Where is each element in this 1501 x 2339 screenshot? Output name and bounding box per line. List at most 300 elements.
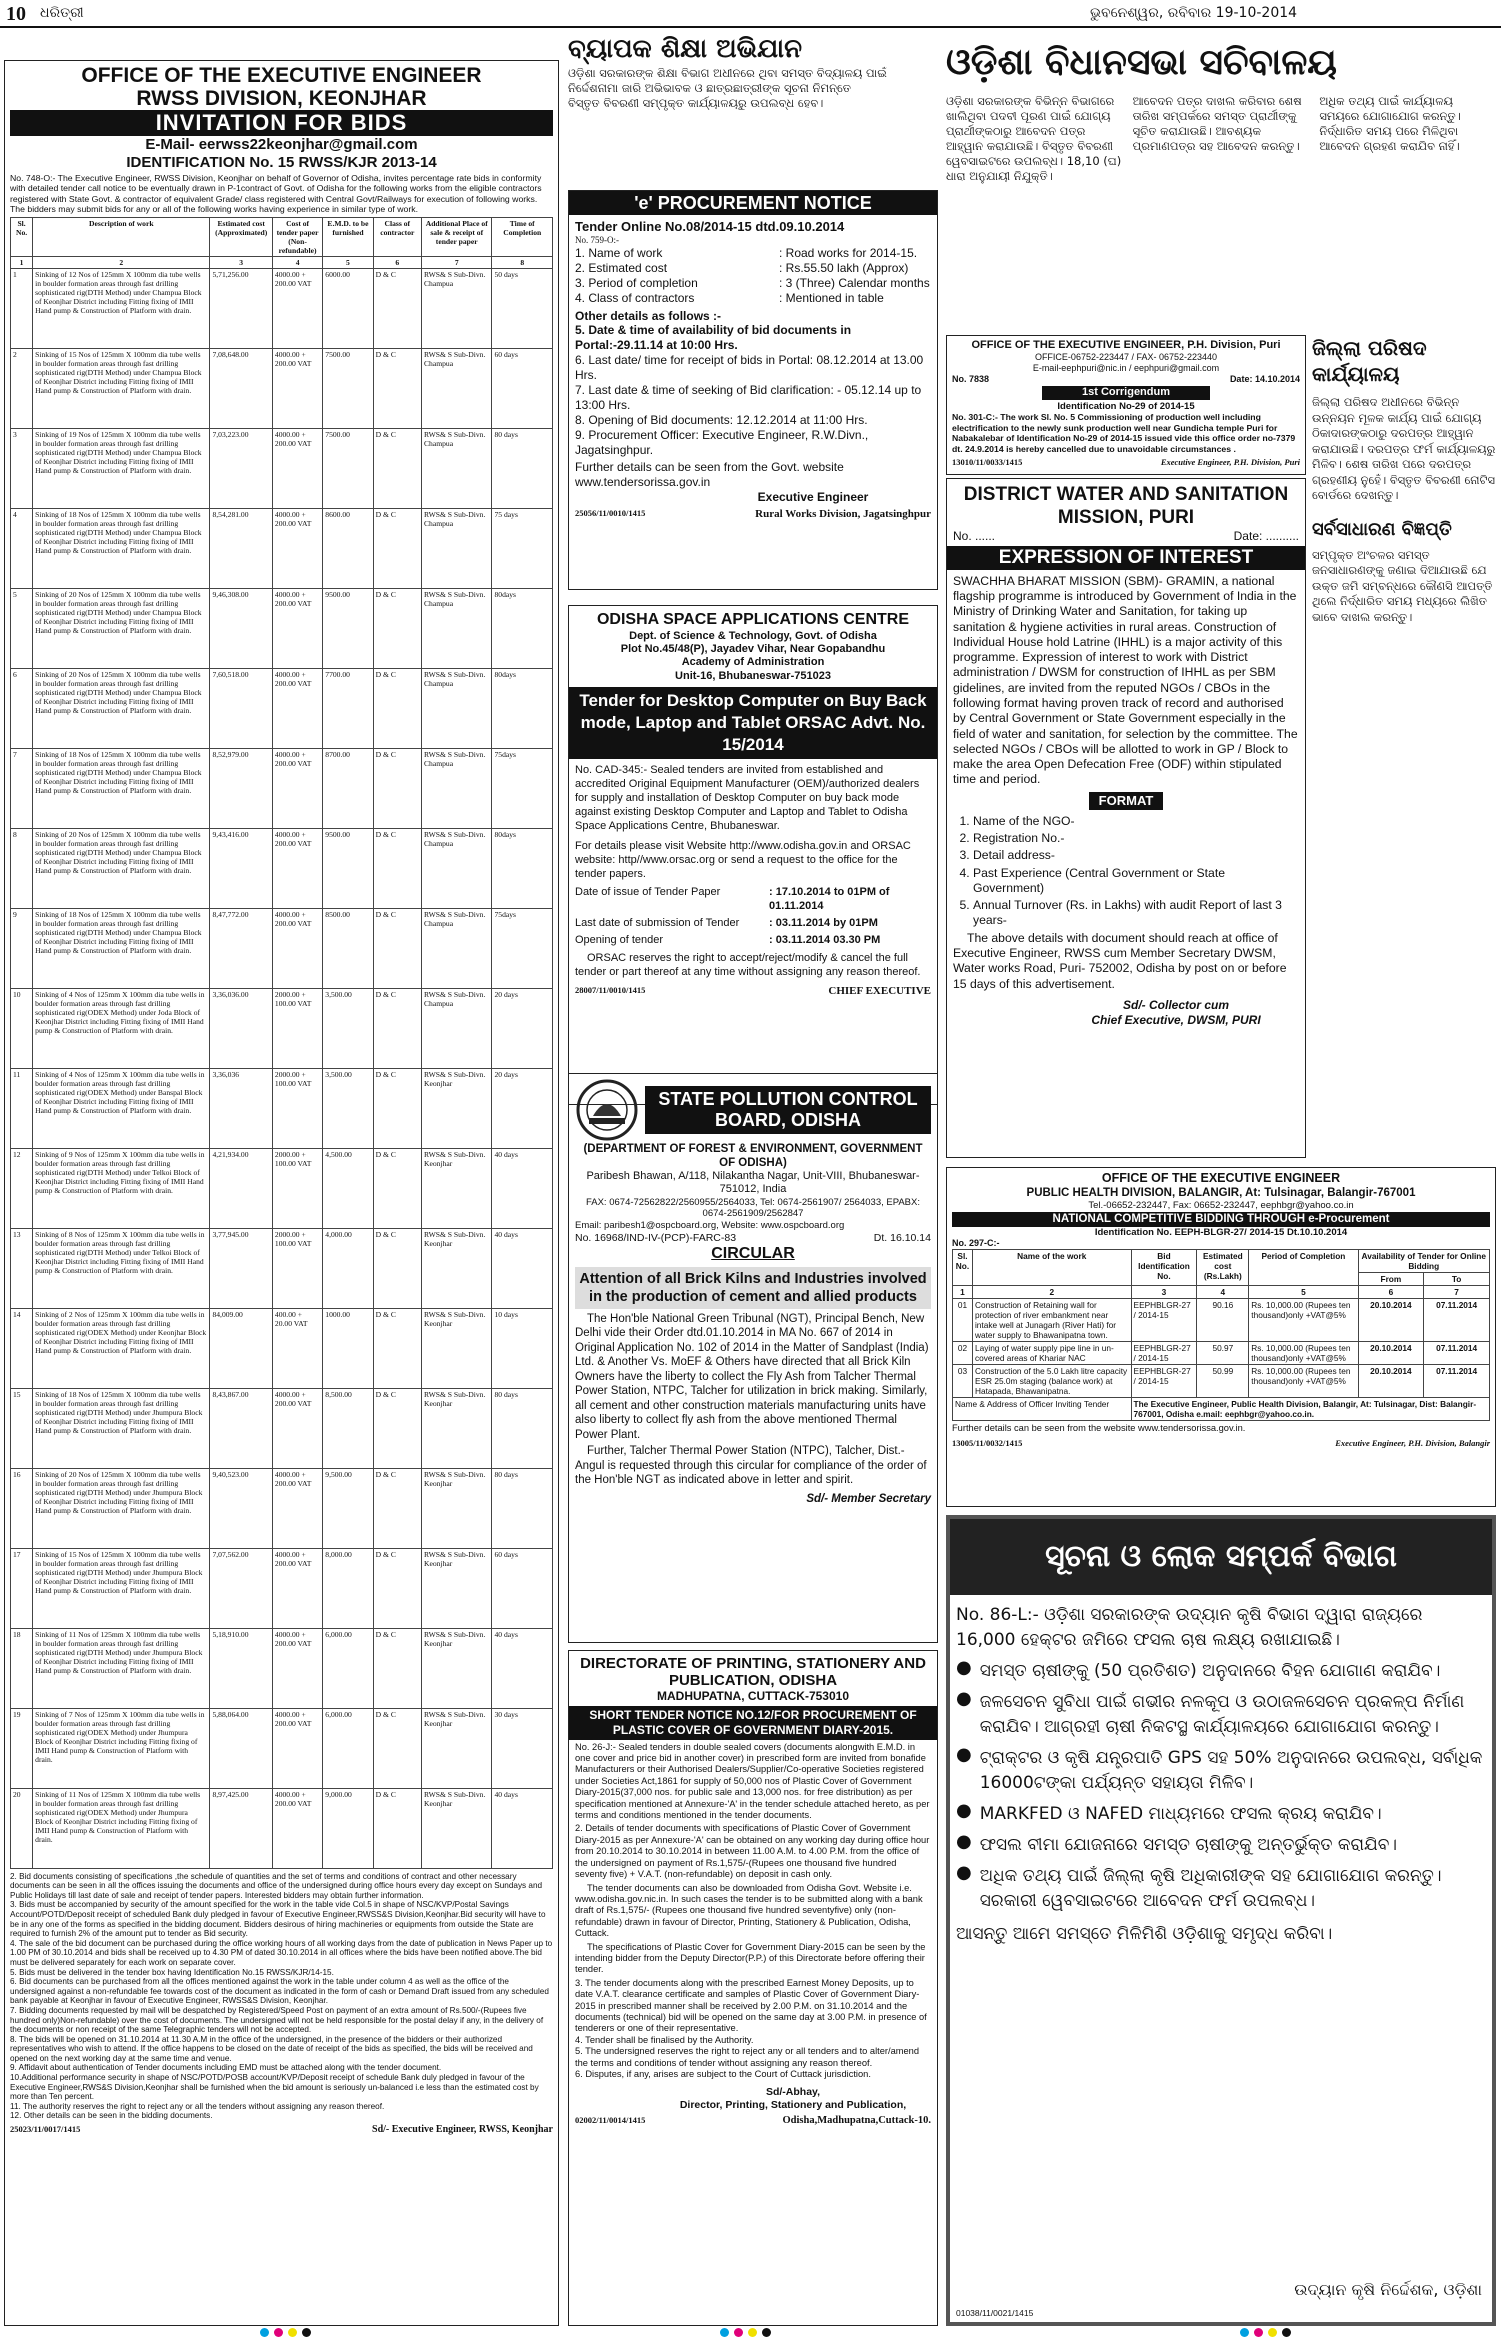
rwss-table-col-numbers [11,256,553,268]
odia-bottom-bullets [956,1659,1486,1914]
rwss-col-number: 8 [492,256,553,268]
rwss-cell-sl: 4 [11,508,33,588]
odia-head-col-3: ଅଧିକ ତଥ୍ୟ ପାଇଁ କାର୍ଯ୍ୟାଳୟ ସମୟରେ ଯୋଗାଯୋଗ କରନ୍ତୁ। ନିର୍ଦ୍ଧାରିତ ସମୟ ପରେ ମିଳିଥିବା ଆବେଦନ ଗ୍ରହଣ କରାଯିବ ନାହିଁ। [1319,94,1461,153]
rwss-cell-desc: Sinking of 18 Nos of 125mm X 100mm dia tube wells in boulder formation areas through fast drilling sophisticated rig(DTH Method) under Champua Block of Keonjhar District including Fitting fixing of IMII Hand pump & Construction of Platform with drain. [33,908,210,988]
dwsm-title: DISTRICT WATER AND SANITATION MISSION, PURI [963,484,1289,528]
registration-dot-icon [1268,2328,1277,2337]
rwss-cell-cost: 7,08,648.00 [210,348,272,428]
rwss-cell-desc: Sinking of 2 Nos of 125mm X 100mm dia tube wells in boulder formation areas through fast drilling sophisticated rig(ODEX Method) under Keonjhar Block of Keonjhar District including Fitting fixing of IMII Hand pump & Construction of Platform with drain. [33,1308,210,1388]
table-row [11,1388,553,1468]
odia-top-line: ଓଡ଼ିଶା ସରକାରଙ୍କ ଶିକ୍ଷା ବିଭାଗ ଅଧୀନରେ ଥିବା ସମସ୍ତ ବିଦ୍ୟାଳୟ ପାଇଁ [568,66,887,80]
rwss-col-number: 7 [421,256,492,268]
bullet-text: ଅଧିକ ତଥ୍ୟ ପାଇଁ ଜିଲ୍ଲା କୃଷି ଅଧିକାରୀଙ୍କ ସହ ଯୋଗାଯୋଗ କରନ୍ତୁ। ସରକାରୀ ୱେବସାଇଟରେ ଆବେଦନ ଫର୍ମ ଉପଲବ୍ଧ। [979,1866,1442,1911]
eproc-items [575,246,931,306]
odia-top-ad [568,32,938,182]
rwss-col-number: 1 [11,256,33,268]
rwss-cell-emd: 6000.00 [323,268,373,348]
spcb-no: No. 16968/IND-IV-(PCP)-FARC-83 [575,1231,737,1244]
bal-no: No. 297-C:- [952,1238,1000,1249]
dpsp-p6: 4. Tender shall be finalised by the Authority. [575,2034,754,2045]
rwss-cell-time: 40 days [492,1228,553,1308]
spcb-numline [575,1232,931,1245]
bal-officer-value: The Executive Engineer, Public Health Division, Balangir, At: Tulsinagar, Dist: Balangir-767001, Odisha e.mail: eephbgr@yahoo.co.in. [1131,1398,1489,1421]
rwss-cell-desc: Sinking of 18 Nos of 125mm X 100mm dia tube wells in boulder formation areas through fast drilling sophisticated rig(DTH Method) under Champua Block of Keonjhar District including Fitting fixing of IMII Hand pump & Construction of Platform with drain. [33,748,210,828]
puri-phone: OFFICE-06752-223447 / FAX- 06752-223440 [1034,352,1218,363]
bullet-icon: ● [956,1831,972,1852]
rwss-cell-time: 60 days [492,348,553,428]
rwss-cell-place: RWS& S Sub-Divn. Champua [421,348,492,428]
rwss-cell-time: 80 days [492,1388,553,1468]
rwss-cell-place: RWS& S Sub-Divn. Champua [421,268,492,348]
odia-mid-body2: ସମ୍ପୃକ୍ତ ଅଂଚଳର ସମସ୍ତ ଜନସାଧାରଣଙ୍କୁ ଜଣାଇ ଦିଆଯାଉଛି ଯେ ଉକ୍ତ ଜମି ସମ୍ବନ୍ଧରେ କୌଣସି ଆପତ୍ତି ଥିଲେ ନିର୍ଦ୍ଧାରିତ ସମୟ ମଧ୍ୟରେ ଲିଖିତ ଭାବେ ଦାଖଲ କରନ୍ତୁ। [1312,547,1493,624]
spcb-p2: Further, Talcher Thermal Power Station (NTPC), Talcher, Dist.- Angul is requested through this circular for compliance of the order of the Hon'ble NGT as indicated above in letter and spirit. [575,1445,927,1487]
eproc-item-value: : Rs.55.50 lakh (Approx) [779,260,909,275]
eproc-item [575,261,931,276]
bal-h-period: Period of Completion [1249,1250,1358,1286]
rwss-cell-paper: 4000.00 + 200.00 VAT [272,268,322,348]
orsac-l2: Plot No.45/48(P), Jayadev Vihar, Near Gopabandhu [620,642,886,655]
puri-date: Date: 14.10.2014 [1229,374,1300,385]
dpsp-addr: MADHUPATNA, CUTTACK-753010 [656,1689,850,1703]
odia-head-cols [946,94,1496,184]
orsac-footer [575,985,931,998]
rwss-cell-place: RWS& S Sub-Divn. Keonjhar [421,1228,492,1308]
dpsp-p8: 6. Disputes, if any, arises are subject to the Court of Cuttack jurisdiction. [575,2069,871,2079]
rwss-cell-time: 80 days [492,1468,553,1548]
rwss-email: E-Mail- eerwss22keonjhar@gmail.com [145,136,418,153]
table-row [11,1468,553,1548]
odia-head-ad [946,32,1496,327]
rwss-cell-paper: 4000.00 + 200.00 VAT [272,828,322,908]
bal-table-header [953,1250,1490,1273]
rwss-cell-time: 80days [492,588,553,668]
rwss-cell-emd: 8,000.00 [323,1548,373,1628]
orsac-sign: CHIEF EXECUTIVE [828,985,931,998]
table-row [953,1299,1490,1342]
table-row [11,1628,553,1708]
dwsm-date: Date: .......... [1233,529,1299,543]
rwss-cell-time: 40 days [492,1628,553,1708]
registration-dot-icon [734,2328,743,2337]
rwss-cell-sl: 18 [11,1628,33,1708]
puri-numline [952,374,1300,385]
eproc-other-head: Other details as follows :- [575,308,722,323]
dwsm-eoi [946,478,1306,1158]
table-row [11,828,553,908]
table-row [11,988,553,1068]
rwss-note: 11. The authority reserves the right to reject any or all the tenders without assigning any reason thereof. [10,2101,385,2111]
rwss-cell-sl: 14 [11,1308,33,1388]
rwss-cell-emd: 8,500.00 [323,1388,373,1468]
registration-dot-icon [1282,2328,1291,2337]
rwss-cell-cost: 9,43,416.00 [210,828,272,908]
bal-sign: Executive Engineer, P.H. Division, Balangir [1335,1437,1490,1448]
rwss-cell-cost: 7,03,223.00 [210,428,272,508]
table-row [11,508,553,588]
rwss-cell-paper: 4000.00 + 200.00 VAT [272,1548,322,1628]
rwss-cell-cls: D & C [373,1388,421,1468]
bal-col-number: 1 [953,1286,973,1299]
orsac-l4: Unit-16, Bhubaneswar-751023 [675,669,831,682]
odia-bottom-intro: No. 86-L:- ଓଡ଼ିଶା ସରକାରଙ୍କ ଉଦ୍ୟାନ କୃଷି ବିଭାଗ ଦ୍ୱାରା ରାଜ୍ୟରେ 16,000 ହେକ୍ଟର ଜମିରେ ଫସଲ ଚାଷ ଲକ୍ଷ୍ୟ ରଖାଯାଇଛି। [956,1605,1423,1650]
rwss-cell-emd: 1000.00 [323,1308,373,1388]
bal-footer [952,1438,1490,1448]
bal-h-from: From [1358,1273,1424,1286]
rwss-cell-sl: 7 [11,748,33,828]
rwss-cell-emd: 9500.00 [323,828,373,908]
rwss-note: 6. Bid documents can be purchased from all the offices mentioned against the work in the table under column 4 as well as the office of the undersigned against a non-refundable fee towards cost of the document as indicated in the form of cash or Demand Draft issued from any scheduled bank payable at Keonjhar in favour of Executive Engineer, RWSS&S Division, Keonjhar. [10,1977,549,2006]
rwss-cell-place: RWS& S Sub-Divn. Keonjhar [421,1148,492,1228]
eproc-item-key: 2. Estimated cost [575,260,668,275]
eproc-detail: 8. Opening of Bid documents: 12.12.2014 at 11:00 Hrs. [575,413,868,428]
dwsm-item: 1. Name of the NGO- [973,814,1299,829]
rwss-cell-emd: 3,500.00 [323,1068,373,1148]
bal-cell-bid: EEPHBLGR-27 / 2014-15 [1131,1342,1197,1365]
rwss-cell-cls: D & C [373,1548,421,1628]
rwss-cell-place: RWS& S Sub-Divn. Keonjhar [421,1068,492,1148]
rwss-cell-sl: 15 [11,1388,33,1468]
rwss-cell-cls: D & C [373,748,421,828]
bal-further: Further details can be seen from the website www.tendersorissa.gov.in. [952,1423,1246,1434]
rwss-cell-time: 20 days [492,1068,553,1148]
rwss-note: 3. Bids must be accompanied by security of the amount specified for the work in the table vide Col.5 in shape of NSC/KVP/Postal Savings Account/POTD/Deposit receipt of scheduled Bank duly pledged in favour of Executive Engineer,RWSS&S Division,Keonjhar.Bid security will have to be in any one of the forms as specified in the bidding document. Bidders desirous of hiring machineries or equipments from outside the State are required to furnish 2% of the amount put to tender as Bid security. [10,1900,546,1939]
bal-h-bid: Bid Identification No. [1131,1250,1197,1286]
table-row [11,348,553,428]
bal-cell-period: Rs. 10,000.00 (Rupees ten thousand)only +VAT@5% [1249,1342,1358,1365]
rwss-cell-emd: 4,000.00 [323,1228,373,1308]
rwss-cell-place: RWS& S Sub-Divn. Champua [421,668,492,748]
puri-office: OFFICE OF THE EXECUTIVE ENGINEER, P.H. Division, Puri [971,339,1281,351]
bal-cell-to: 07.11.2014 [1424,1365,1490,1398]
bal-cell-cost: 90.16 [1197,1299,1249,1342]
rwss-cell-paper: 4000.00 + 200.00 VAT [272,1468,322,1548]
rwss-cell-cost: 8,54,281.00 [210,508,272,588]
puri-footer [952,457,1300,467]
rwss-cell-paper: 4000.00 + 200.00 VAT [272,1708,322,1788]
rwss-note: 9. Affidavit about authentication of Tender documents including EMD must be attached along with the tender document. [10,2063,442,2073]
rwss-cell-paper: 4000.00 + 200.00 VAT [272,508,322,588]
odia-head-title: ଓଡ଼ିଶା ବିଧାନସଭା ସଚିବାଳୟ [946,42,1338,83]
registration-dot-icon [1240,2328,1249,2337]
odia-mid-body: ଜିଲ୍ଲା ପରିଷଦ ଅଧୀନରେ ବିଭିନ୍ନ ଉନ୍ନୟନ ମୂଳକ କାର୍ଯ୍ୟ ପାଇଁ ଯୋଗ୍ୟ ଠିକାଦାରଙ୍କଠାରୁ ଦରପତ୍ର ଆହ୍ୱାନ କରାଯାଉଛି। ଦରପତ୍ର ଫର୍ମ କାର୍ଯ୍ୟାଳୟରୁ ମିଳିବ। ଶେଷ ତାରିଖ ପରେ ଦରପତ୍ର ଗ୍ରହଣୀୟ ନୁହେଁ। ବିସ୍ତୃତ ବିବରଣୀ ନୋଟିସ ବୋର୍ଡରେ ଦେଖନ୍ତୁ। [1312,395,1496,502]
rwss-cell-time: 60 days [492,1548,553,1628]
table-row [11,1308,553,1388]
eproc-item-key: 3. Period of completion [575,275,698,290]
list-item [956,1833,1486,1858]
bal-col-number: 4 [1197,1286,1249,1299]
eproc-detail: 9. Procurement Officer: Executive Engineer, R.W.Divn., Jagatsinghpur. [575,428,869,458]
bal-col-number: 3 [1131,1286,1197,1299]
rwss-col-number: 5 [323,256,373,268]
rwss-cell-emd: 6,000.00 [323,1628,373,1708]
orsac-date-key: Opening of tender [575,934,664,947]
rwss-cell-desc: Sinking of 11 Nos of 125mm X 100mm dia tube wells in boulder formation areas through fast drilling sophisticated rig(DTH Method) under Jhumpura Block of Keonjhar District including Fitting fixing of IMII Hand pump & Construction of Platform with drain. [33,1628,210,1708]
rwss-cell-emd: 7700.00 [323,668,373,748]
dwsm-format: FORMAT [1089,792,1164,810]
table-row [11,588,553,668]
registration-dot-icon [288,2328,297,2337]
spcb-p1: The Hon'ble National Green Tribunal (NGT), Principal Bench, New Delhi vide their Order dtd.01.10.2014 in MA No. 667 of 2014 in Original Application No. 102 of 2014 in the Matter of Sandplast (India) Ltd. & Another Vs. MoEF & Others have directed that all Brick Kiln Owners have the liberty to collect the Fly Ash from Talcher Thermal Power Station, NTPC, Talcher for utilization in brick making. Similarly, all cement and other construction materials manufacturing units have also liberty to collect fly ash from the above mentioned Thermal Power Plant. [575,1312,929,1441]
table-row [11,748,553,828]
puri-ref: 13010/11/0033/1415 [952,457,1023,468]
spcb-addr: Paribesh Bhawan, A/118, Nilakantha Nagar, Unit-VIII, Bhubaneswar- 751012, India [586,1170,920,1196]
rwss-cell-time: 30 days [492,1708,553,1788]
registration-dot-icon [1254,2328,1263,2337]
bal-h-avail: Availability of Tender for Online Bidding [1358,1250,1489,1273]
odia-bottom-banner-box [950,1519,1492,1595]
rwss-cell-sl: 20 [11,1788,33,1868]
odia-top-title: ବ୍ୟାପକ ଶିକ୍ଷା ଅଭିଯାନ [568,34,802,64]
eproc-further: Further details can be seen from the Govt. website www.tendersorissa.gov.in [575,460,844,490]
rwss-note: 12. Other details can be seen in the bidding documents. [10,2111,213,2121]
rwss-cell-emd: 9,000.00 [323,1788,373,1868]
puri-ident: Identification No-29 of 2014-15 [1057,400,1195,412]
puri-corrigendum [946,335,1306,475]
rwss-cell-cls: D & C [373,588,421,668]
rwss-cell-place: RWS& S Sub-Divn. Champua [421,508,492,588]
eproc-title: 'e' PROCUREMENT NOTICE [569,191,937,215]
eproc-item-key: 1. Name of work [575,245,663,260]
rwss-cell-desc: Sinking of 9 Nos of 125mm X 100mm dia tube wells in boulder formation areas through fast drilling sophisticated rig(DTH Method) under Telkoi Block of Keonjhar District including Fitting fixing of IMII Hand pump & Construction of Platform with drain. [33,1148,210,1228]
orsac-l3: Academy of Administration [681,656,825,669]
rwss-cell-paper: 4000.00 + 200.00 VAT [272,748,322,828]
bal-h-to: To [1424,1273,1490,1286]
rwss-cell-paper: 4000.00 + 200.00 VAT [272,908,322,988]
rwss-cell-desc: Sinking of 18 Nos of 125mm X 100mm dia tube wells in boulder formation areas through fast drilling sophisticated rig(DTH Method) under Jhumpura Block of Keonjhar District including Fitting fixing of IMII Hand pump & Construction of Platform with drain. [33,1388,210,1468]
rwss-cell-cost: 84,009.00 [210,1308,272,1388]
table-row [11,1148,553,1228]
eproc-details [575,323,931,458]
rwss-cell-time: 20 days [492,988,553,1068]
dwsm-body: SWACHHA BHARAT MISSION (SBM)- GRAMIN, a national flagship programme is introduced by Government of India in the Ministry of Drinking Water and Sanitation, for taking up sanitation & hygiene activities in rural areas. Construction of Individual House hold Latrine (IHHL) is a major activity of this programme. Expression of interest to work with District administration / DWSM for construction of IHHL as per SBM gidelines, are invited from the reputed NGOs / CBOs in the following format having proven track of record and authorised by Central Government or State Government especially in the field of water and sanitation, for selection by the committee. The selected NGOs / CBOs will be allotted to work in GP / Block to make the area Open Defecation Free (ODF) within stipulated time and period. [953,573,1298,787]
rwss-note: 2. Bid documents consisting of specifications ,the schedule of quantities and the set of terms and conditions of contract and other necessary documents can be seen in all the offices issuing the documents and office of the undersigned during office hours every day except on Sundays and Public Holidays till last date of sale and receipt of tender papers. Interested bidders may obtain further information. [10,1871,543,1900]
rwss-col-header: E.M.D. to be furnished [323,217,373,256]
rwss-cell-cost: 8,47,772.00 [210,908,272,988]
rwss-cell-cost: 3,77,945.00 [210,1228,272,1308]
rwss-col-header: Sl. No. [11,217,33,256]
spcb-head [575,1078,931,1142]
rwss-cell-place: RWS& S Sub-Divn. Keonjhar [421,1788,492,1868]
bullet-icon: ● [956,1800,972,1821]
eproc-ref: 25056/11/0010/1415 [575,508,646,519]
rwss-cell-place: RWS& S Sub-Divn. Champua [421,828,492,908]
rwss-cell-paper: 4000.00 + 200.00 VAT [272,348,322,428]
rwss-cell-cost: 5,88,064.00 [210,1708,272,1788]
rwss-cell-cost: 5,71,256.00 [210,268,272,348]
dwsm-sign1: Sd/- Collector cum [1122,997,1229,1012]
odia-mid-title: ଜିଲ୍ଲା ପରିଷଦ କାର୍ଯ୍ୟାଳୟ [1312,336,1427,386]
table-row [953,1365,1490,1398]
eproc-item [575,246,931,261]
page-header [0,0,1501,28]
bal-banner: NATIONAL COMPETITIVE BIDDING THROUGH e-Procurement [952,1212,1490,1227]
bal-cell-to: 07.11.2014 [1424,1299,1490,1342]
rwss-cell-sl: 12 [11,1148,33,1228]
bullet-icon: ● [956,1744,972,1765]
rwss-cell-cost: 8,43,867.00 [210,1388,272,1468]
dpsp-footer [575,2115,931,2128]
eproc-footer [575,508,931,521]
table-row [11,1548,553,1628]
rwss-cell-emd: 4,500.00 [323,1148,373,1228]
rwss-cell-sl: 3 [11,428,33,508]
rwss-cell-cls: D & C [373,1468,421,1548]
bullet-icon: ● [956,1862,972,1883]
rwss-works-table [10,217,553,1869]
page-number: 10 [6,3,26,25]
rwss-cell-desc: Sinking of 20 Nos of 125mm X 100mm dia tube wells in boulder formation areas through fast drilling sophisticated rig(DTH Method) under Champua Block of Keonjhar District including Fitting fixing of IMII Hand pump & Construction of Platform with drain. [33,828,210,908]
odia-mid-ad [1312,335,1496,1175]
dpsp-p2: 2. Details of tender documents with specifications of Plastic Cover of Government Diary-2015 as per Annexure-'A' can be obtained on any working day during office hour from 20.10.2014 to 30.10.2014 in between 11.00 A.M. to 4.00 P.M. from the office of the undersigned on payment of Rs.1,575/-(Rupees one thousand five hundred seventy five) + V.A.T. (non-refundable) on deposit in cash only. [575,1823,930,1880]
rwss-cell-place: RWS& S Sub-Divn. Keonjhar [421,1548,492,1628]
rwss-cell-desc: Sinking of 20 Nos of 125mm X 100mm dia tube wells in boulder formation areas through fast drilling sophisticated rig(DTH Method) under Champua Block of Keonjhar District including Fitting fixing of IMII Hand pump & Construction of Platform with drain. [33,668,210,748]
bal-officer-row [953,1398,1490,1421]
bullet-text: ଫସଲ ବୀମା ଯୋଜନାରେ ସମସ୍ତ ଚାଷୀଙ୍କୁ ଅନ୍ତର୍ଭୁକ୍ତ କରାଯିବ। [979,1835,1397,1855]
rwss-cell-cost: 3,36,036.00 [210,988,272,1068]
rwss-cell-place: RWS& S Sub-Divn. Keonjhar [421,1628,492,1708]
rwss-cell-paper: 2000.00 + 100.00 VAT [272,1148,322,1228]
rwss-note: 8. The bids will be opened on 31.10.2014 at 11.30 A.M in the office of the undersigned, in the presence of the bidders or their authorized representatives who wish to attend. If the office happens to be closed on the date of receipt of the bids as specified, the bids will be received and opened on the next working day at the same time and venue. [10,2034,533,2063]
list-item [956,1746,1486,1796]
registration-dot-icon [260,2328,269,2337]
bal-cell-to: 07.11.2014 [1424,1342,1490,1365]
eproc-item-value: : 3 (Three) Calendar months [779,275,930,290]
spcb-email: Email: paribesh1@ospcboard.org, Website: www.ospcboard.org [575,1220,845,1231]
eproc-item-value: : Road works for 2014-15. [779,245,918,260]
orsac-l1: Dept. of Science & Technology, Govt. of Odisha [629,629,877,642]
rwss-table-header [11,217,553,256]
spcb-title: STATE POLLUTION CONTROL BOARD, ODISHA [645,1086,931,1134]
dpsp-sign2: Director, Printing, Stationery and Publication, [679,2099,907,2112]
rwss-cell-paper: 4000.00 + 200.00 VAT [272,668,322,748]
rwss-cell-time: 75days [492,748,553,828]
dpsp-banner: SHORT TENDER NOTICE NO.12/FOR PROCUREMENT OF PLASTIC COVER OF GOVERNMENT DIARY-2015. [569,1706,937,1740]
table-row [953,1342,1490,1365]
rwss-col-header: Description of work [33,217,210,256]
rwss-cell-time: 80 days [492,428,553,508]
registration-dot-icon [720,2328,729,2337]
bal-table-col-numbers [953,1286,1490,1299]
orsac-dates [575,885,931,947]
bal-cell-name: Construction of the 5.0 Lakh litre capacity ESR 25.0m staging (balance work) at Hatapada, Bhawanipatna. [972,1365,1131,1398]
rwss-cell-paper: 4000.00 + 200.00 VAT [272,1628,322,1708]
dpsp-title: DIRECTORATE OF PRINTING, STATIONERY AND PUBLICATION, ODISHA [580,1655,926,1689]
rwss-cell-sl: 13 [11,1228,33,1308]
odia-head-col-1: ଓଡ଼ିଶା ସରକାରଙ୍କ ବିଭିନ୍ନ ବିଭାଗରେ ଖାଲିଥିବା ପଦବୀ ପୂରଣ ପାଇଁ ଯୋଗ୍ୟ ପ୍ରାର୍ଥୀଙ୍କଠାରୁ ଆବେଦନ ପତ୍ର ଆହ୍ୱାନ କରାଯାଉଛି। ବିସ୍ତୃତ ବିବରଣୀ ୱେବସାଇଟରେ ଉପଲବ୍ଧ। 18,10 (ଘ) ଧାରା ଅନୁଯାୟୀ ନିଯୁକ୍ତି। [946,94,1122,183]
eproc-no: No. 759-O:- [575,234,619,245]
rwss-cell-emd: 6,000.00 [323,1708,373,1788]
rwss-cell-cost: 9,46,308.00 [210,588,272,668]
bullet-text: MARKFED ଓ NAFED ମାଧ୍ୟମରେ ଫସଲ କ୍ରୟ କରାଯିବ। [979,1804,1382,1824]
list-item [956,1690,1486,1740]
bal-sub: PUBLIC HEALTH DIVISION, BALANGIR, At: Tulsinagar, Balangir-767001 [1026,1187,1416,1200]
rwss-cell-place: RWS& S Sub-Divn. Champua [421,748,492,828]
orsac-body: No. CAD-345:- Sealed tenders are invited from established and accredited Original Equipment Manufacturer (OEM)/authorized dealers for supply and installation of Desktop Computer on buy back mode against existing Desktop Computer and Laptop and Tablet to Odisha Space Applications Centre, Bhubaneswar. [575,764,920,833]
table-row [11,1788,553,1868]
rwss-cell-sl: 16 [11,1468,33,1548]
rwss-cell-sl: 17 [11,1548,33,1628]
spcb-fax: FAX: 0674-72562822/2560955/2564033, Tel: 0674-2561907/ 2564033, EPABX: 0674-2561909/2562847 [585,1196,920,1220]
rwss-cell-cost: 7,60,518.00 [210,668,272,748]
bal-cell-period: Rs. 10,000.00 (Rupees ten thousand)only +VAT@5% [1249,1365,1358,1398]
dpsp-sign3: Odisha,Madhupatna,Cuttack-10. [782,2115,931,2126]
bal-h-sl: Sl. No. [953,1250,973,1286]
rwss-cell-time: 10 days [492,1308,553,1388]
rwss-cell-cls: D & C [373,1628,421,1708]
dwsm-sign2: Chief Executive, DWSM, PURI [1091,1012,1261,1027]
rwss-col-header: Class of contractor [373,217,421,256]
rwss-cell-paper: 2000.00 + 100.00 VAT [272,1228,322,1308]
rwss-cell-cls: D & C [373,508,421,588]
rwss-office: OFFICE OF THE EXECUTIVE ENGINEER [81,64,482,87]
bullet-text: ସମସ୍ତ ଚାଷୀଙ୍କୁ (50 ପ୍ରତିଶତ) ଅନୁଦାନରେ ବିହନ ଯୋଗାଣ କରାଯିବ। [979,1661,1441,1681]
orsac-date-value: : 17.10.2014 to 01PM of 01.11.2014 [769,886,890,913]
bal-cell-from: 20.10.2014 [1358,1342,1424,1365]
rwss-cell-desc: Sinking of 20 Nos of 125mm X 100mm dia tube wells in boulder formation areas through fast drilling sophisticated rig(DTH Method) under Champua Block of Keonjhar District including Fitting fixing of IMII Hand pump & Construction of Platform with drain. [33,588,210,668]
table-row [11,428,553,508]
eproc-sign2: Rural Works Division, Jagatsinghpur [755,508,931,521]
dpsp-tender [568,1650,938,2326]
rwss-cell-place: RWS& S Sub-Divn. Champua [421,588,492,668]
rwss-cell-emd: 9,500.00 [323,1468,373,1548]
rwss-cell-cls: D & C [373,1308,421,1388]
rwss-cell-desc: Sinking of 20 Nos of 125mm X 100mm dia tube wells in boulder formation areas through fast drilling sophisticated rig(DTH Method) under Jhumpura Block of Keonjhar District including Fitting fixing of IMII Hand pump & Construction of Platform with drain. [33,1468,210,1548]
list-item [956,1802,1486,1827]
rwss-cell-place: RWS& S Sub-Divn. Keonjhar [421,1708,492,1788]
rwss-note: 4. The sale of the bid document can be purchased during the office working hours of all working days from the date of publication in News Paper up to 1.00 PM of 30.10.2014 and bids shall be received up to 4.30 PM of dated 30.10.2014 in all offices where the bids have been notified above.The bid must be delivered separately for each work on separate cover. [10,1938,553,1967]
eproc-sign1: Executive Engineer [757,490,869,505]
rwss-footer [10,2124,553,2136]
orsac-date-key: Date of issue of Tender Paper [575,886,721,899]
dpsp-p1: No. 26-J:- Sealed tenders in double sealed covers (documents alongwith E.M.D. in one cover and price bid in another cover) in prescribed form are invited from bonafide Manufacturers or their Authorised Dealers/Supplier/Co-operative Societies registered under Societies Act,1861 for supply of 50,000 nos of Plastic Cover of Government Diary-2015(37,000 nos. for public sale and 13,000 nos. for free distribution) as per specification mentioned at Annexure-'A' in the tender schedule attached hereto, as per terms and conditions mentioned in the tender documents. [575,1741,930,1821]
orsac-date-value: : 03.11.2014 03.30 PM [769,934,881,947]
list-item [956,1659,1486,1684]
dpsp-ref: 02002/11/0014/1415 [575,2115,646,2125]
dwsm-items [953,814,1299,929]
orsac-web: For details please visit Website http://www.odisha.gov.in and ORSAC website: http//www.orsac.org or send a request to the office for the tender papers. [575,840,911,881]
rwss-cell-sl: 10 [11,988,33,1068]
bullet-text: ଜଳସେଚନ ସୁବିଧା ପାଇଁ ଗଭୀର ନଳକୂପ ଓ ଉଠାଜଳସେଚନ ପ୍ରକଳ୍ପ ନିର୍ମାଣ କରାଯିବ। ଆଗ୍ରହୀ ଚାଷୀ ନିକଟସ୍ଥ କାର୍ଯ୍ୟାଳୟରେ ଯୋଗାଯୋଗ କରନ୍ତୁ। [979,1692,1465,1737]
registration-dot-icon [274,2328,283,2337]
rwss-cell-paper: 4000.00 + 200.00 VAT [272,1388,322,1468]
rwss-cell-sl: 2 [11,348,33,428]
orsac-tender [568,605,938,1105]
rwss-cell-emd: 8700.00 [323,748,373,828]
rwss-note: 5. Bids must be delivered in the tender box having Identification No.15 RWSS/KJR/14-15. [10,1967,334,1977]
eproc-item [575,276,931,291]
rwss-cell-cost: 5,18,910.00 [210,1628,272,1708]
rwss-cell-paper: 400.00 + 20.00 VAT [272,1308,322,1388]
rwss-cell-place: RWS& S Sub-Divn. Keonjhar [421,1308,492,1388]
rwss-col-header: Time of Completion [492,217,553,256]
rwss-cell-place: RWS& S Sub-Divn. Champua [421,988,492,1068]
rwss-division: RWSS DIVISION, KEONJHAR [136,87,427,110]
rwss-cell-time: 75days [492,908,553,988]
bal-ident: Identification No. EEPH-BLGR-27/ 2014-15 Dt.10.10.2014 [1094,1226,1348,1238]
rwss-cell-time: 75 days [492,508,553,588]
rwss-cell-cls: D & C [373,348,421,428]
dwsm-item: 4. Past Experience (Central Government or State Government) [973,866,1299,897]
rwss-ref: 25023/11/0017/1415 [10,2124,81,2135]
table-row [11,908,553,988]
odia-bottom-footer: ଆସନ୍ତୁ ଆମେ ସମସ୍ତେ ମିଳିମିଶି ଓଡ଼ିଶାକୁ ସମୃଦ୍ଧ କରିବା। [956,1924,1333,1944]
dwsm-item: 3. Detail address- [973,848,1299,863]
rwss-col-number: 6 [373,256,421,268]
date-line: ଭୁବନେଶ୍ୱର, ରବିବାର 19-10-2014 [1090,5,1298,21]
rwss-cell-cost: 4,21,934.00 [210,1148,272,1228]
odia-mid-title2: ସର୍ବସାଧାରଣ ବିଜ୍ଞପ୍ତି [1312,518,1452,540]
rwss-cell-cost: 7,07,562.00 [210,1548,272,1628]
